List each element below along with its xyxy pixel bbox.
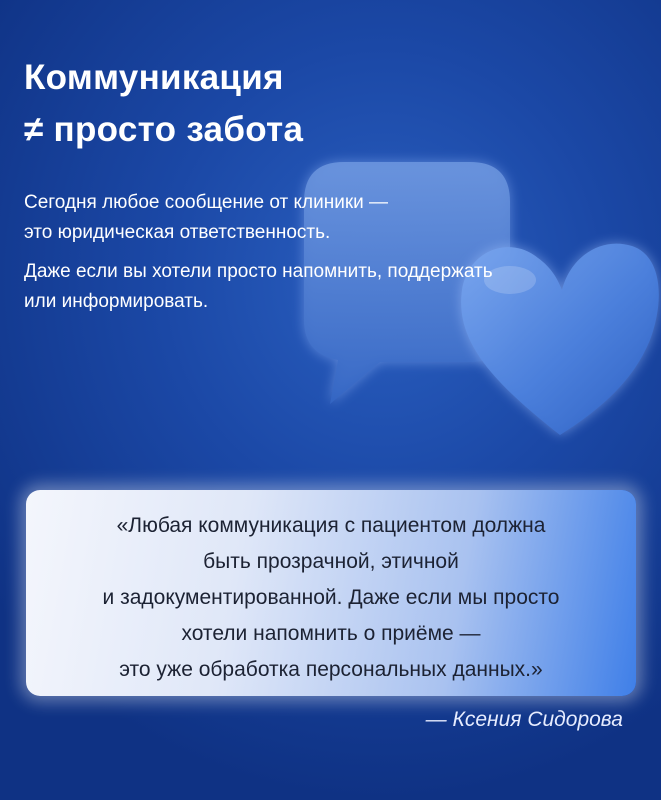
detail-line-2: или информировать. [24,291,209,312]
headline-line-2: ≠ просто забота [24,110,304,149]
intro-paragraph [24,188,624,248]
headline [24,52,303,156]
quote-line: «Любая коммуникация с пациентом должна [116,514,546,537]
quote-box [26,490,636,696]
quote-author: — Ксения Сидорова [425,708,623,731]
quote-text [26,490,636,688]
detail-line-1: Даже если вы хотели просто напомнить, поддержать [24,261,493,282]
quote-line: быть прозрачной, этичной [203,550,459,573]
quote-line: и задокументированной. Даже если мы просто [102,586,560,609]
quote-line: хотели напомнить о приёме — [181,622,481,645]
quote-line: это уже обработка персональных данных.» [119,658,543,681]
headline-line-1: Коммуникация [24,58,284,97]
intro-line-1: Сегодня любое сообщение от клиники — [24,192,389,213]
intro-line-2: это юридическая ответственность. [24,222,331,243]
detail-paragraph [24,257,644,317]
